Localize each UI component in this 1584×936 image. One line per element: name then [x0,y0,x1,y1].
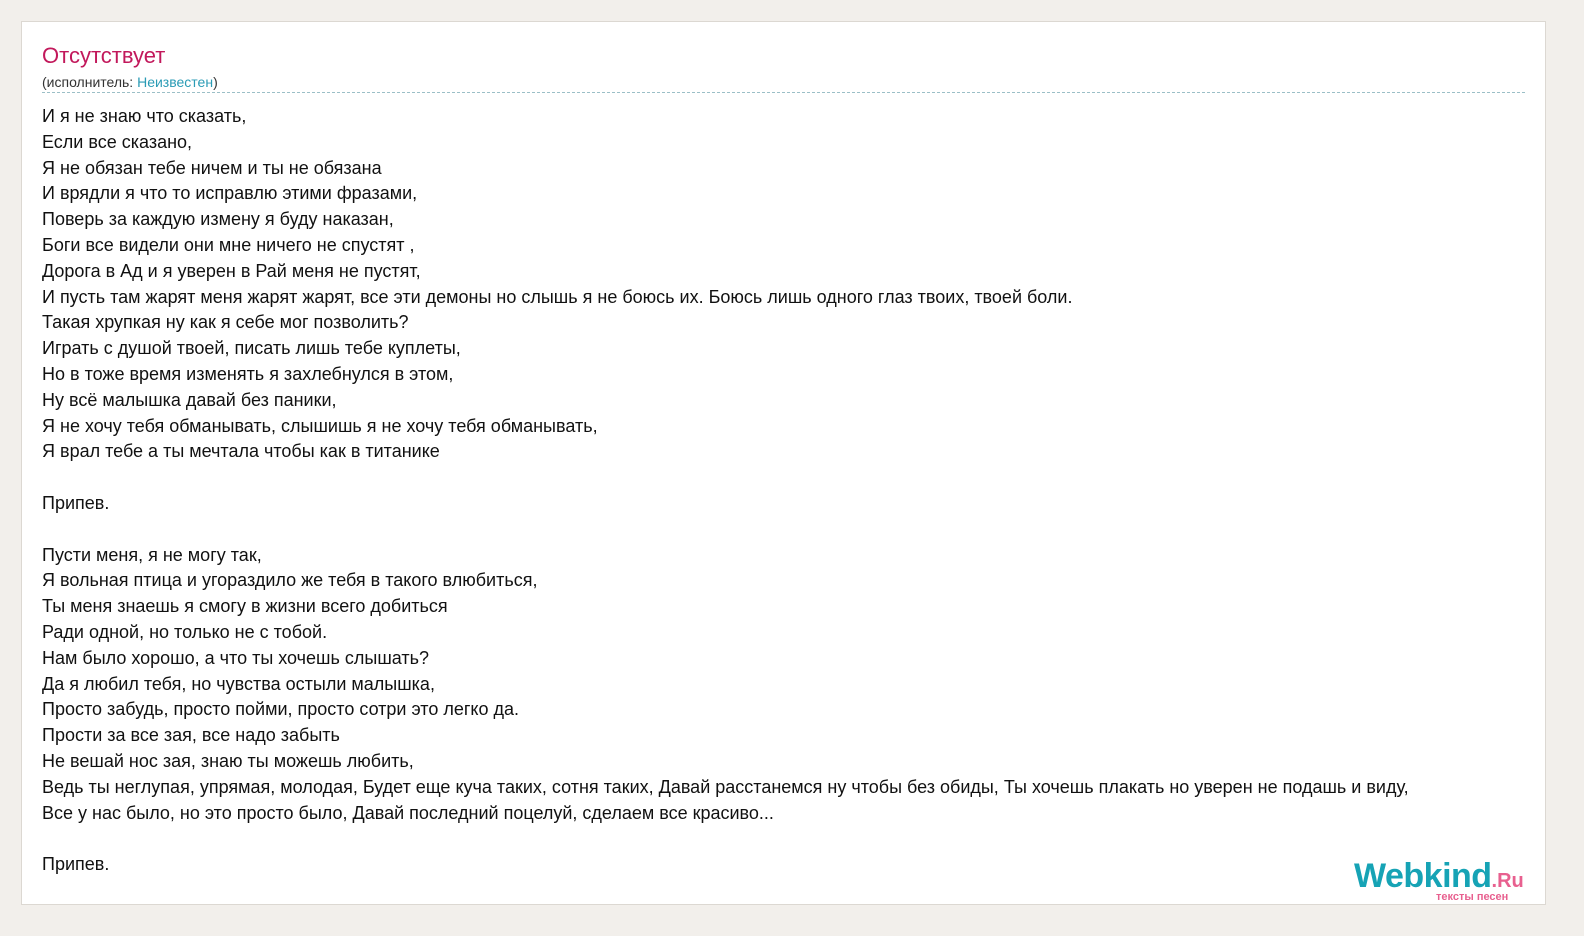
lyric-line [42,517,1409,543]
lyric-line: Припев. [42,492,110,513]
lyric-line: Я врал тебе а ты мечтала чтобы как в титанике [42,441,440,462]
lyric-line: Ты меня знаешь я смогу в жизни всего добиться [42,596,448,617]
lyric-line: Я вольная птица и угораздило же тебя в такого влюбиться, [42,570,538,591]
lyric-line: Дорога в Ад и я уверен в Рай меня не пустят, [42,260,421,281]
lyric-line: И врядли я что то исправлю этими фразами, [42,183,418,204]
lyrics-card [21,21,1546,905]
lyric-line: Прости за все зая, все надо забыть [42,725,340,746]
lyric-line: Я не хочу тебя обманывать, слышишь я не хочу тебя обманывать, [42,415,598,436]
lyric-line: Ну всё малышка давай без паники, [42,389,337,410]
lyric-line: Такая хрупкая ну как я себе мог позволить? [42,312,409,333]
lyric-line: И я не знаю что сказать, [42,106,247,126]
song-title: Отсутствует [42,43,166,68]
lyric-line: И пусть там жарят меня жарят жарят, все эти демоны но слышь я не боюсь их. Боюсь лишь одного глаз твоих, твоей боли. [42,286,1073,307]
lyric-line: Ради одной, но только не с тобой. [42,621,328,642]
lyrics-text [42,104,1409,878]
artist-suffix: ) [213,74,218,90]
lyric-line: Если все сказано, [42,131,193,152]
lyric-line: Играть с душой твоей, писать лишь тебе куплеты, [42,338,461,359]
lyric-line: Пусти меня, я не могу так, [42,544,262,565]
lyric-line: Боги все видели они мне ничего не спустят , [42,234,415,255]
lyric-line: Поверь за каждую измену я буду наказан, [42,209,394,230]
lyric-line: Не вешай нос зая, знаю ты можешь любить, [42,750,414,771]
logo-main-text: Webkind [1354,857,1492,895]
lyric-line [42,826,1409,852]
logo-tld-text: .Ru [1491,870,1524,892]
lyric-line: Да я любил тебя, но чувства остыли малышка, [42,673,435,694]
lyric-line: Но в тоже время изменять я захлебнулся в этом, [42,363,454,384]
lyric-line: Нам было хорошо, а что ты хочешь слышать? [42,647,430,668]
lyric-line: Я не обязан тебе ничем и ты не обязана [42,157,382,178]
lyric-line: Припев. [42,854,110,875]
lyric-line: Ведь ты неглупая, упрямая, молодая, Будет еще куча таких, сотня таких, Давай расстанемся ну чтобы без обиды, Ты хочешь плакать но уверен не подашь и виду, [42,776,1409,797]
lyric-line [42,465,1409,491]
title-divider [42,92,1525,93]
artist-line [42,73,218,91]
artist-prefix: (исполнитель: [42,74,138,90]
lyric-line: Просто забудь, просто пойми, просто сотри это легко да. [42,699,520,720]
artist-link[interactable]: Неизвестен [137,74,214,90]
logo-tagline: тексты песен [1436,891,1509,903]
webkind-logo[interactable] [1354,857,1524,903]
lyric-line: Все у нас было, но это просто было, Давай последний поцелуй, сделаем все красиво... [42,802,774,823]
